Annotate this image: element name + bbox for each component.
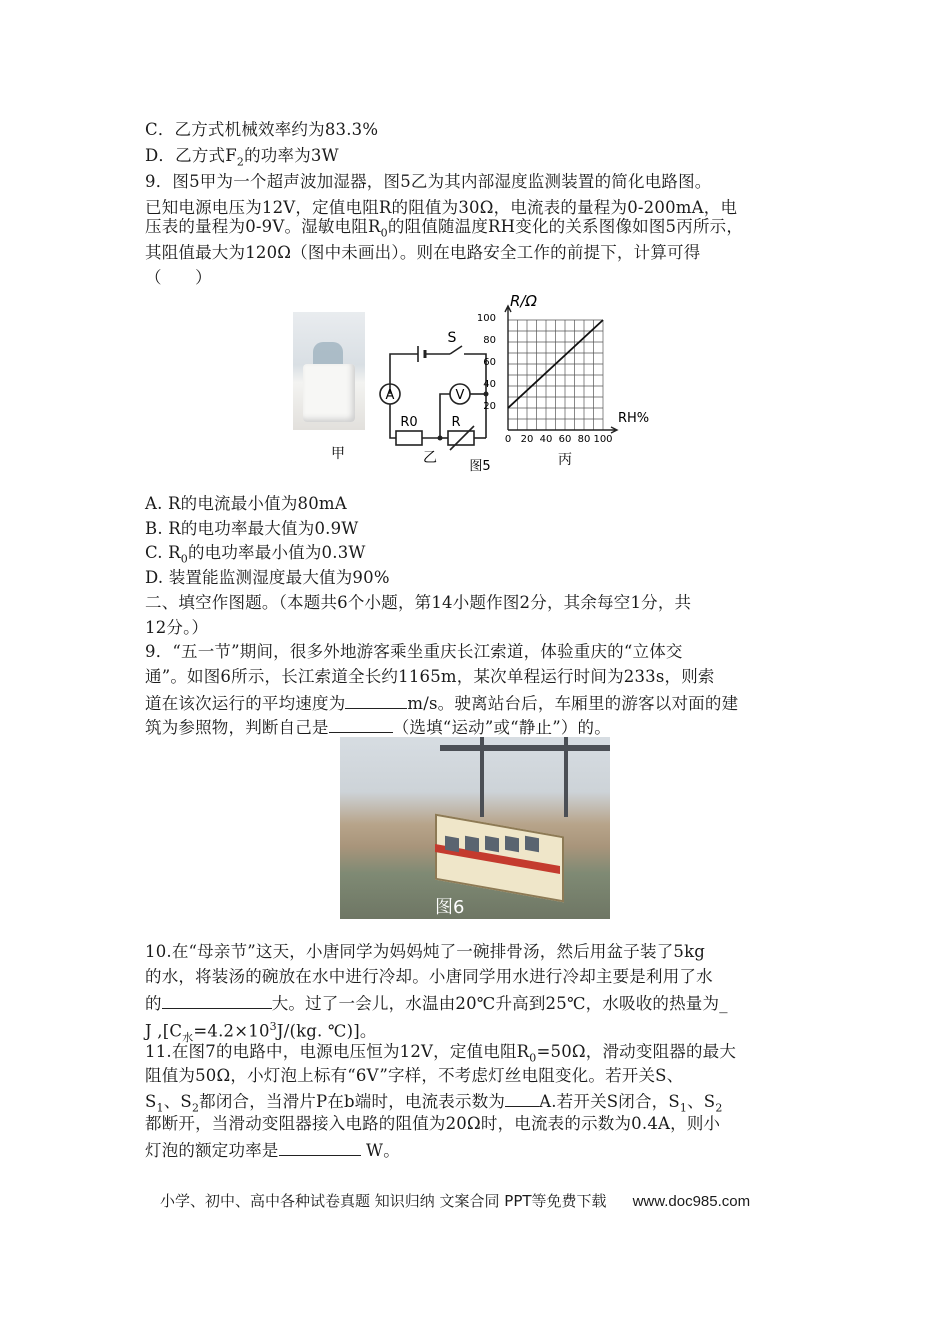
section-2-heading-cont — [145, 616, 208, 640]
x-tick-label: 80 — [577, 434, 591, 445]
text: （选填“运动”或“静止”）的。 — [392, 718, 611, 737]
answer-blank[interactable] — [345, 690, 407, 709]
subscript: 2 — [715, 1101, 723, 1115]
y-tick-label: 80 — [483, 335, 496, 346]
figure-6-caption: 图6 — [435, 897, 465, 918]
question-9b-line-1 — [145, 640, 683, 664]
x-tick-label: 60 — [558, 434, 572, 445]
text: m/s。驶离站台后，车厢里的游客以对面的建 — [407, 694, 739, 713]
text: 的 — [145, 994, 162, 1013]
text: 、S — [163, 1092, 192, 1111]
question-10-line-2 — [145, 965, 713, 989]
subscript: 2 — [236, 155, 245, 169]
y-tick-label: 40 — [483, 379, 496, 390]
r0-label: R0 — [400, 415, 418, 430]
text: 的电功率最小值为0.3W — [187, 543, 366, 562]
text: =50Ω，滑动变阻器的最大 — [536, 1042, 737, 1061]
question-10-line-1 — [145, 940, 705, 964]
text: A.若开关S闭合，S — [539, 1092, 680, 1111]
text: D．乙方式F — [145, 146, 237, 165]
text: 的水，将装汤的碗放在水中进行冷却。小唐同学用水进行冷却主要是利用了水 — [145, 967, 713, 986]
text: C. R — [145, 543, 181, 562]
text: 其阻值最大为120Ω（图中未画出）。则在电路安全工作的前提下，计算可得 — [145, 243, 701, 262]
cable-car-window — [445, 836, 459, 852]
y-axis-label: R/Ω — [510, 292, 537, 310]
switch-label: S — [447, 330, 457, 346]
x-axis-label: RH% — [618, 411, 650, 426]
question-10-line-3 — [145, 990, 728, 1016]
text: 的阻值随温度RH变化的关系图像如图5丙所示， — [387, 217, 744, 236]
subscript: 1 — [679, 1101, 688, 1115]
answer-blank[interactable] — [162, 990, 272, 1009]
label-bing: 丙 — [558, 452, 572, 468]
y-tick-label: 20 — [483, 401, 496, 412]
footer-text: 小学、初中、高中各种试卷真题 知识归纳 文案合同 PPT等免费下载 — [160, 1192, 607, 1210]
text: 筑为参照物，判断自己是 — [145, 718, 329, 737]
cable-car-window — [485, 836, 499, 852]
figure-5 — [290, 290, 670, 480]
text: 9．图5甲为一个超声波加湿器，图5乙为其内部湿度监测装置的简化电路图。 — [145, 172, 712, 191]
text: 已知电源电压为12V，定值电阻R的阻值为30Ω，电流表的量程为0-200mA，电 — [145, 198, 738, 217]
text: 大。过了一会儿，水温由20℃升高到25℃，水吸收的热量为_ — [271, 994, 728, 1013]
x-tick-label: 20 — [520, 434, 534, 445]
text: 9．“五一节”期间，很多外地游客乘坐重庆长江索道，体验重庆的“立体交 — [145, 642, 683, 661]
text: 道在该次运行的平均速度为 — [145, 694, 346, 713]
cable-car-window — [525, 836, 539, 852]
question-9-line-4 — [145, 241, 700, 265]
tower — [480, 737, 568, 817]
text: 、S — [687, 1092, 716, 1111]
cableway-photo — [340, 737, 610, 919]
text: =4.2×10 — [193, 1021, 270, 1041]
option-c-line — [145, 118, 378, 142]
page-footer — [160, 1190, 750, 1211]
answer-blank[interactable] — [505, 1088, 539, 1107]
text: （ ） — [145, 268, 212, 287]
text: 通”。如图6所示，长江索道全长约1165m，某次单程运行时间为233s，则索 — [145, 667, 715, 686]
text: C．乙方式机械效率约为83.3% — [145, 120, 379, 139]
question-9-line-1 — [145, 170, 712, 194]
r-label: R — [451, 415, 461, 430]
text: 10.在“母亲节”这天，小唐同学为妈妈炖了一碗排骨汤，然后用盆子装了5kg — [145, 942, 706, 961]
label-yi: 乙 — [423, 450, 437, 466]
question-11-line-5 — [145, 1137, 400, 1163]
cable-car-window — [465, 836, 479, 852]
axes — [505, 306, 617, 433]
question-11-line-2 — [145, 1064, 683, 1088]
circuit-diagram — [380, 346, 486, 450]
footer-url[interactable]: www.doc985.com — [632, 1193, 751, 1210]
subscript: 0 — [180, 552, 188, 566]
text: 12分。） — [145, 618, 209, 637]
label-jia: 甲 — [331, 446, 345, 462]
subscript: 水 — [182, 1030, 194, 1044]
option-b — [145, 517, 358, 541]
question-9-line-5 — [145, 266, 212, 290]
text: J ,[C — [145, 1021, 183, 1041]
text: 11.在图7的电路中，电源电压恒为12V，定值电阻R — [145, 1042, 530, 1061]
text: 都断开，当滑动变阻器接入电路的阻值为20Ω时，电流表的示数为0.4A，则小 — [145, 1114, 721, 1133]
text: S — [145, 1092, 157, 1111]
text: A. R的电流最小值为80mA — [145, 494, 347, 513]
rh-graph — [477, 292, 649, 445]
text: 阻值为50Ω，小灯泡上标有“6V”字样，不考虑灯丝电阻变化。若开关S、 — [145, 1066, 684, 1085]
ammeter-label: A — [385, 388, 395, 403]
text: 都闭合，当滑片P在b端时，电流表示数为 — [199, 1092, 506, 1111]
question-9b-line-3 — [145, 690, 738, 716]
cable-car-window — [505, 836, 519, 852]
text: 二、填空作图题。（本题共6个小题，第14小题作图2分，其余每空1分，共 — [145, 593, 692, 612]
text: D. 装置能监测湿度最大值为90% — [145, 568, 390, 587]
subscript: 0 — [529, 1051, 537, 1065]
text: B. R的电功率最大值为0.9W — [145, 519, 359, 538]
text: J/(kg. ℃)]。 — [276, 1021, 377, 1041]
voltmeter-label: V — [455, 388, 465, 403]
text: 的功率为3W — [244, 146, 339, 165]
figure-5-caption: 图5 — [469, 459, 491, 474]
option-d — [145, 566, 390, 590]
subscript: 0 — [380, 226, 388, 240]
text: W。 — [360, 1141, 400, 1160]
option-a — [145, 492, 347, 516]
question-11-line-4 — [145, 1112, 720, 1136]
junction-dot — [484, 392, 489, 397]
junction-dot — [438, 436, 443, 441]
question-9b-line-2 — [145, 665, 715, 689]
subscript: 2 — [191, 1101, 200, 1115]
superscript: 3 — [269, 1020, 277, 1033]
x-tick-label: 100 — [593, 434, 613, 445]
y-tick-label: 60 — [483, 357, 496, 368]
x-tick-label: 40 — [539, 434, 553, 445]
subscript: 1 — [156, 1101, 164, 1115]
section-2-heading — [145, 591, 691, 615]
text: 压表的量程为0-9V。湿敏电阻R — [145, 217, 381, 236]
x-tick-label: 0 — [504, 434, 512, 445]
answer-blank[interactable] — [279, 1137, 361, 1156]
y-tick-label: 100 — [476, 313, 496, 324]
answer-blank[interactable] — [329, 714, 393, 733]
text: 灯泡的额定功率是 — [145, 1141, 279, 1160]
